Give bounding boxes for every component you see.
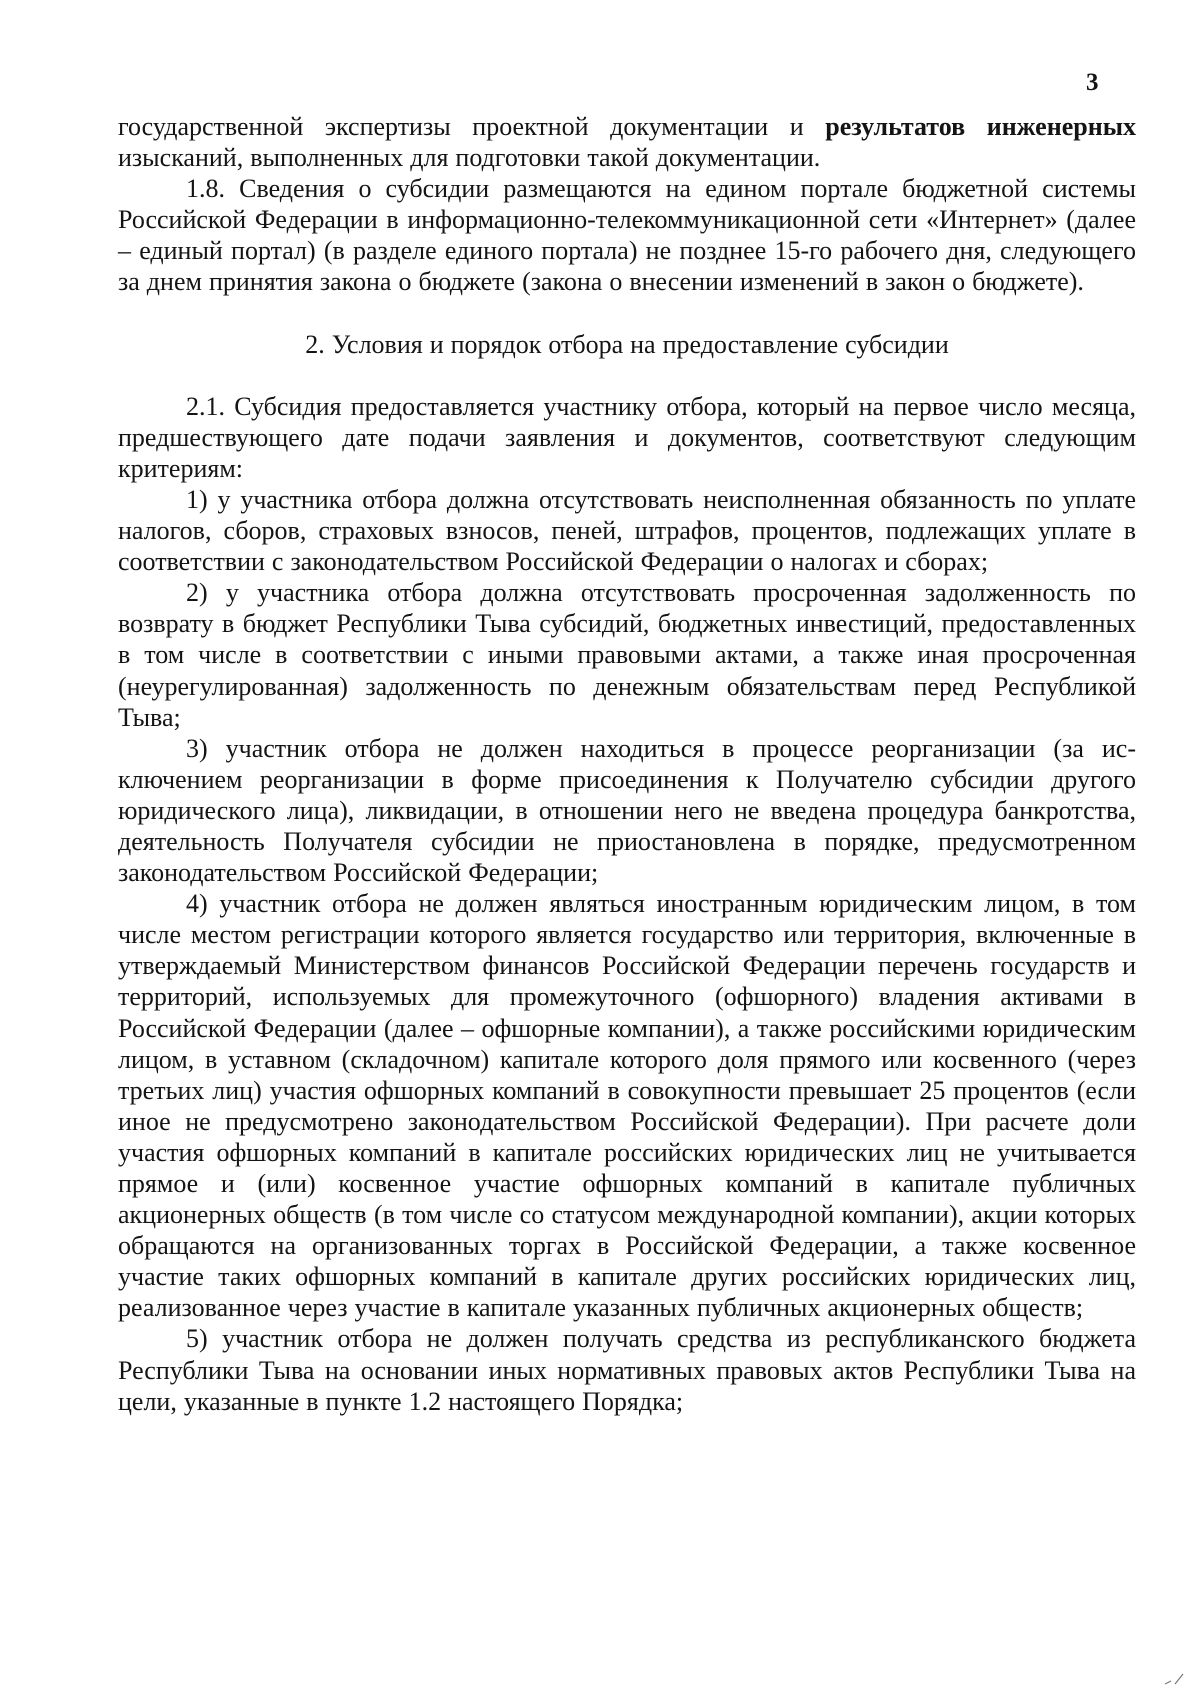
criterion-4: 4) участник отбора не должен являться иностранным юридическим лицом, в том числе местом регистрации которого является государство или территория, включенные в утверждаемый Министерством финансов Российской Федерации перечень государств и территорий, используемых для промежуточного (офшорного) владения активами в Российской Федерации (далее – офшорные компании), а также российскими юридическим лицом, в уставном (складочном) капитале которого доля прямого или косвенного (через третьих лиц) участия офшорных компаний в совокупности превышает 25 процентов (если иное не предусмотрено законодательством Российской Федерации). При расчете доли участия офшорных компаний в капитале российских юридических лиц не учитывается прямое и (или) косвенное участие офшорных компаний в капитале публичных акционерных обществ (в том числе со статусом международной компании), акции которых обращаются на организованных торгах в Российской Федерации, а также косвенное участие таких офшорных компаний в капитале других российских юридических лиц, реализованное через участие в капитале указанных публичных акционерных обществ; [118, 889, 1136, 1323]
page-number: 3 [1086, 69, 1099, 96]
scan-mark-shape [1163, 1672, 1185, 1686]
criterion-2: 2) у участника отбора должна отсутствовать просроченная задолженность по возврату в бюджет Республики Тыва субсидий, бюджетных инвестиций, предоставленных в том числе в соответствии с иными правовыми актами, а также иная просроченная (неурегулированная) задолженность по денежным обязательствам перед Республикой Тыва; [118, 578, 1136, 732]
paragraph-2-1: 2.1. Субсидия предоставляется участнику отбора, который на первое число месяца, предшествующего дате подачи заявления и документов, соответствуют следующим критериям: [118, 391, 1136, 483]
intro-text-end: изысканий, выполненных для подготовки такой документации. [118, 143, 821, 173]
intro-paragraph [118, 111, 1136, 173]
criterion-1: 1) у участника отбора должна отсутствовать неисполненная обязанность по уплате налогов, сборов, страховых взносов, пеней, штрафов, процентов, подлежащих уплате в соответствии с законодательством Российской Федерации о налогах и сборах; [118, 484, 1136, 577]
intro-text-bold: результатов инженерных [825, 112, 1136, 141]
criterion-5: 5) участник отбора не должен получать средства из республиканского бюджета Республики Тыва на основании иных нормативных правовых актов Республики Тыва на цели, указанные в пункте 1.2 настоящего Порядка; [118, 1324, 1136, 1416]
document-body [118, 111, 1136, 1417]
paragraph-1-8: 1.8. Сведения о субсидии размещаются на едином портале бюджетной системы Российской Федерации в информационно-телекоммуникационной сети «Интернет» (далее – единый портал) (в разделе единого портала) не позднее 15-го рабочего дня, следующего за днем принятия закона о бюджете (закона о внесении изменений в закон о бюджете). [118, 174, 1136, 297]
scan-mark [1163, 1672, 1185, 1686]
section-heading: 2. Условия и порядок отбора на предоставление субсидии [305, 329, 949, 359]
criterion-3: 3) участник отбора не должен находиться в процессе реорганизации (за исключением реорганизации в форме присоединения к Получателю субсидии другого юридического лица), ликвидации, в отношении него не введена процедура банкротства, деятельность Получателя субсидии не приостановлена в порядке, предусмотренном законодательством Российской Федерации; [118, 733, 1136, 888]
intro-text-start: государственной экспертизы проектной документации и [118, 112, 826, 141]
